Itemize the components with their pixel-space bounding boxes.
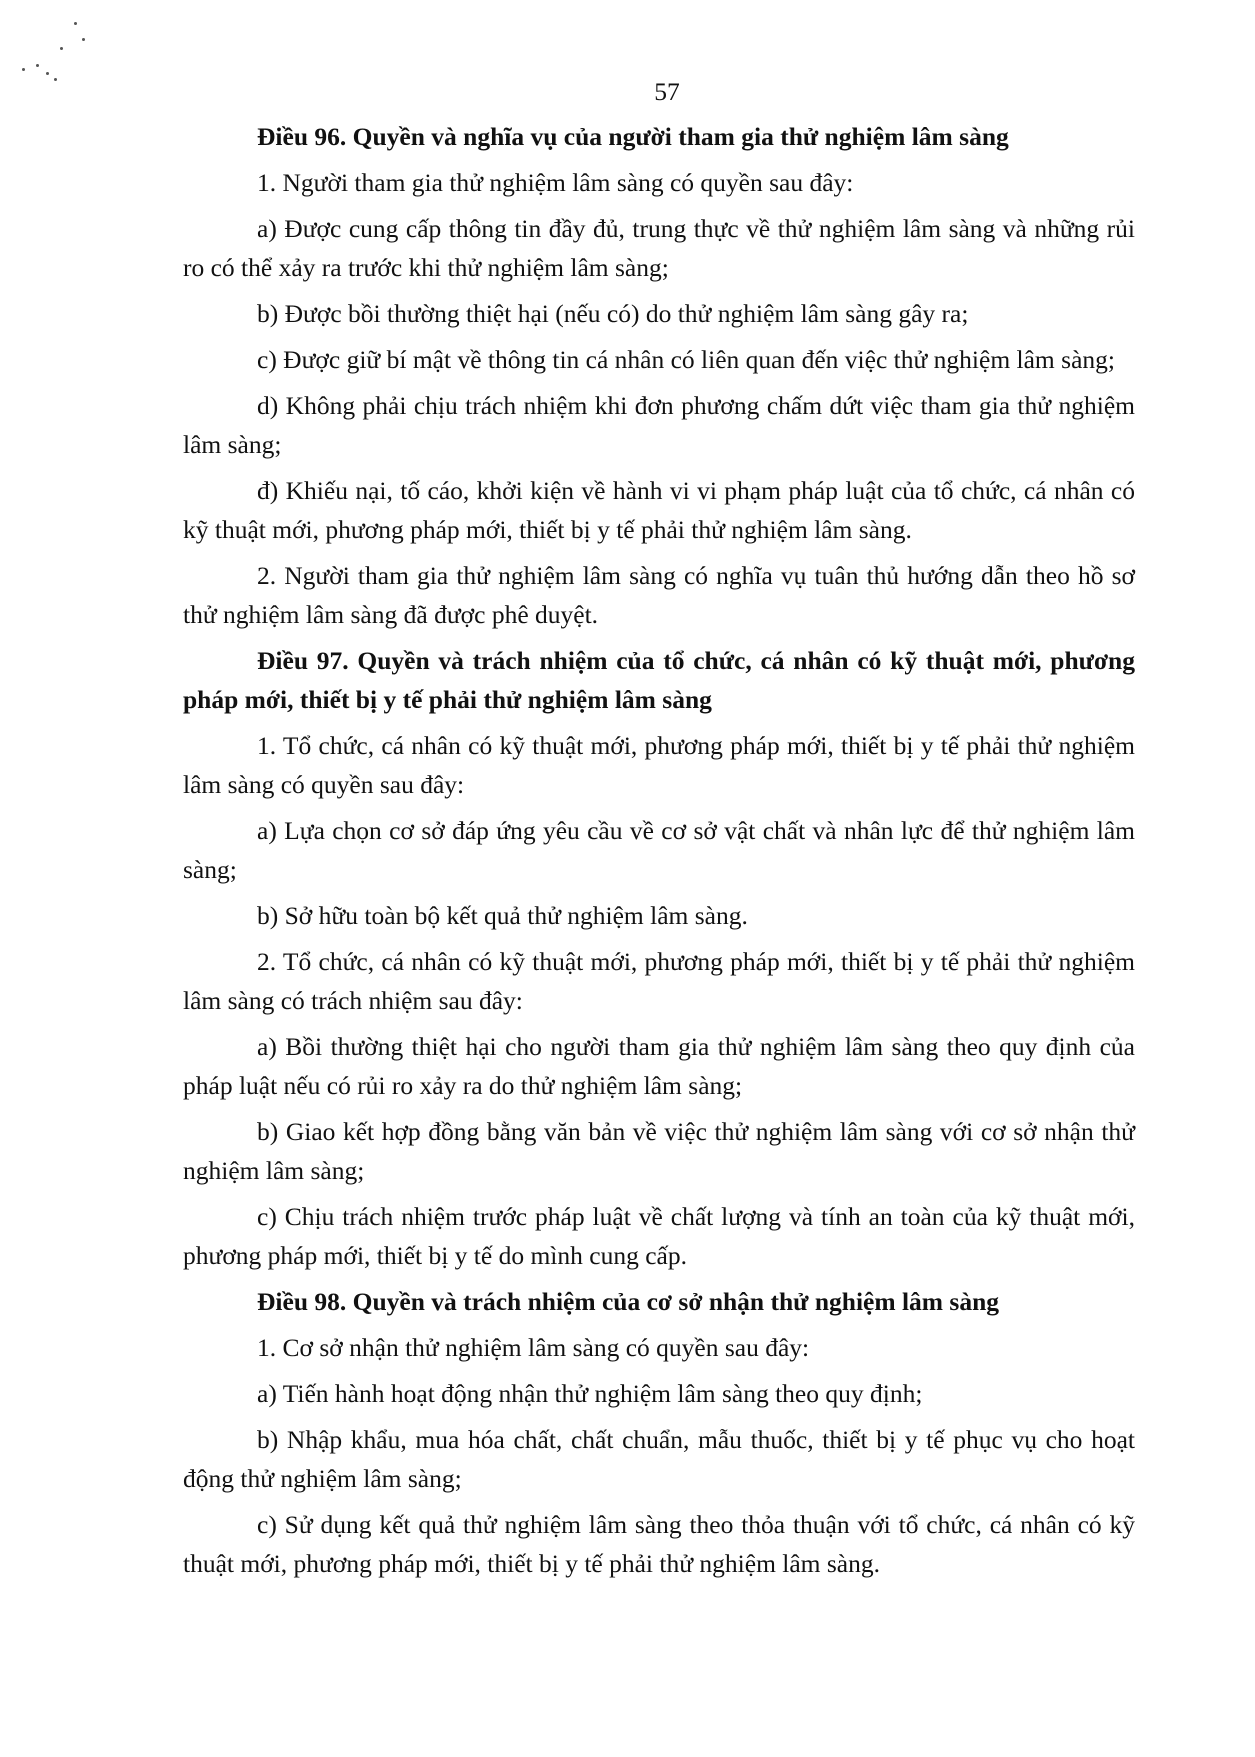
paragraph: c) Được giữ bí mật về thông tin cá nhân có liên quan đến việc thử nghiệm lâm sàng; bbox=[257, 345, 1115, 374]
paragraph: a) Tiến hành hoạt động nhận thử nghiệm lâm sàng theo quy định; bbox=[257, 1379, 923, 1408]
paragraph: a) Lựa chọn cơ sở đáp ứng yêu cầu về cơ sở vật chất và nhân lực để thử nghiệm lâm sàng; bbox=[183, 816, 1135, 884]
scan-speckle bbox=[82, 38, 85, 41]
article-heading: Điều 98. Quyền và trách nhiệm của cơ sở nhận thử nghiệm lâm sàng bbox=[257, 1287, 1000, 1316]
article-heading: Điều 97. Quyền và trách nhiệm của tổ chức, cá nhân có kỹ thuật mới, phương pháp mới, thiết bị y tế phải thử nghiệm lâm sàng bbox=[183, 646, 1135, 714]
scan-speckle bbox=[54, 78, 57, 81]
paragraph: c) Chịu trách nhiệm trước pháp luật về chất lượng và tính an toàn của kỹ thuật mới, phương pháp mới, thiết bị y tế do mình cung cấp. bbox=[183, 1202, 1135, 1270]
scan-speckle bbox=[46, 72, 49, 75]
paragraph: c) Sử dụng kết quả thử nghiệm lâm sàng theo thỏa thuận với tổ chức, cá nhân có kỹ thuật mới, phương pháp mới, thiết bị y tế phải thử nghiệm lâm sàng. bbox=[183, 1510, 1135, 1578]
document-page bbox=[183, 72, 1135, 1590]
scan-speckle bbox=[22, 68, 25, 71]
paragraph: 1. Cơ sở nhận thử nghiệm lâm sàng có quyền sau đây: bbox=[257, 1333, 810, 1362]
page-number: 57 bbox=[654, 77, 680, 106]
paragraph: b) Sở hữu toàn bộ kết quả thử nghiệm lâm sàng. bbox=[257, 901, 748, 930]
article-heading: Điều 96. Quyền và nghĩa vụ của người tham gia thử nghiệm lâm sàng bbox=[257, 122, 1009, 151]
scan-speckle bbox=[60, 47, 63, 50]
paragraph: b) Giao kết hợp đồng bằng văn bản về việc thử nghiệm lâm sàng với cơ sở nhận thử nghiệm lâm sàng; bbox=[183, 1117, 1135, 1185]
scan-speckle bbox=[74, 22, 77, 25]
paragraph: a) Được cung cấp thông tin đầy đủ, trung thực về thử nghiệm lâm sàng và những rủi ro có thể xảy ra trước khi thử nghiệm lâm sàng; bbox=[183, 214, 1135, 282]
paragraph: 2. Tổ chức, cá nhân có kỹ thuật mới, phương pháp mới, thiết bị y tế phải thử nghiệm lâm sàng có trách nhiệm sau đây: bbox=[183, 947, 1135, 1015]
document-body bbox=[183, 117, 1135, 1583]
scan-speckle bbox=[36, 64, 39, 67]
paragraph: a) Bồi thường thiệt hại cho người tham gia thử nghiệm lâm sàng theo quy định của pháp luật nếu có rủi ro xảy ra do thử nghiệm lâm sàng; bbox=[183, 1032, 1135, 1100]
paragraph: 1. Tổ chức, cá nhân có kỹ thuật mới, phương pháp mới, thiết bị y tế phải thử nghiệm lâm sàng có quyền sau đây: bbox=[183, 731, 1135, 799]
paragraph: đ) Khiếu nại, tố cáo, khởi kiện về hành vi vi phạm pháp luật của tổ chức, cá nhân có kỹ thuật mới, phương pháp mới, thiết bị y tế phải thử nghiệm lâm sàng. bbox=[183, 476, 1135, 544]
paragraph: 2. Người tham gia thử nghiệm lâm sàng có nghĩa vụ tuân thủ hướng dẫn theo hồ sơ thử nghiệm lâm sàng đã được phê duyệt. bbox=[183, 561, 1135, 629]
paragraph: d) Không phải chịu trách nhiệm khi đơn phương chấm dứt việc tham gia thử nghiệm lâm sàng; bbox=[183, 391, 1135, 459]
paragraph: b) Nhập khẩu, mua hóa chất, chất chuẩn, mẫu thuốc, thiết bị y tế phục vụ cho hoạt động thử nghiệm lâm sàng; bbox=[183, 1425, 1135, 1493]
paragraph: 1. Người tham gia thử nghiệm lâm sàng có quyền sau đây: bbox=[257, 168, 854, 197]
paragraph: b) Được bồi thường thiệt hại (nếu có) do thử nghiệm lâm sàng gây ra; bbox=[257, 299, 969, 328]
